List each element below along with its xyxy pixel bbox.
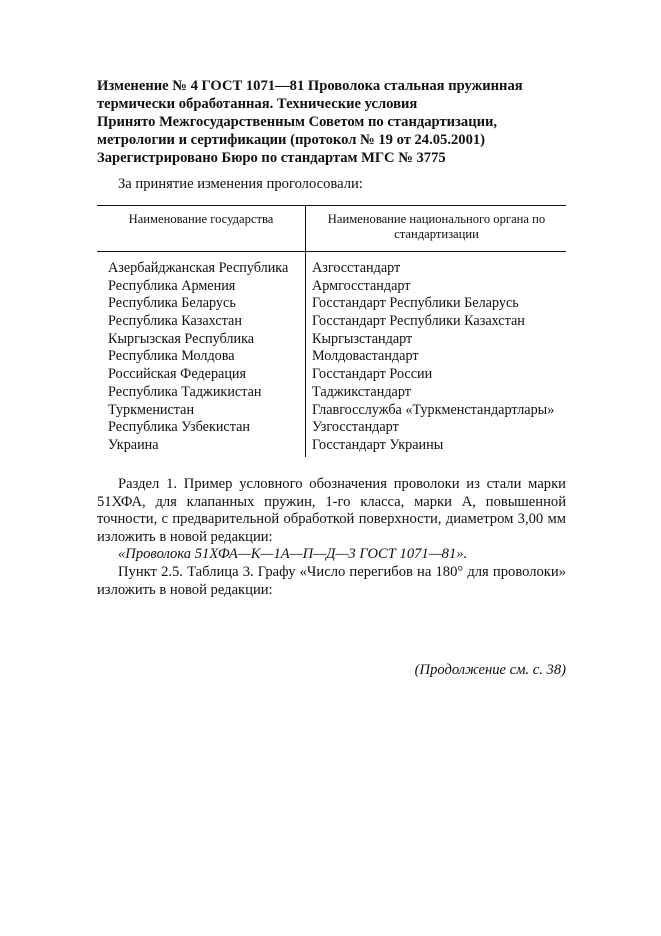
- standards-body-cell: Молдовастандарт: [312, 348, 419, 365]
- table-row: [97, 348, 566, 366]
- standards-body-cell: Таджикстандарт: [312, 383, 411, 400]
- standards-body-cell: Госстандарт Украины: [312, 436, 444, 453]
- standards-body-cell: Азгосстандарт: [312, 260, 401, 276]
- standards-body-cell: Кыргызстандарт: [312, 330, 413, 347]
- table-row: [97, 366, 566, 384]
- table-top-rule: [97, 205, 566, 206]
- designation-example: «Проволока 51ХФА—К—1А—П—Д—3 ГОСТ 1071—81».: [118, 546, 468, 562]
- table-row: [97, 295, 566, 313]
- column-header-state: Наименование государства: [128, 212, 274, 226]
- registration-note: Зарегистрировано Бюро по стандартам МГС № 3775: [97, 150, 446, 166]
- column-header-body: Наименование национального органа по стандартизации: [327, 212, 546, 241]
- table-row: [97, 437, 566, 455]
- state-name-cell: Республика Таджикистан: [108, 383, 262, 400]
- state-name-cell: Республика Беларусь: [108, 295, 236, 312]
- clause-2-5-paragraph: Пункт 2.5. Таблица 3. Графу «Число перегибов на 180° для проволоки» изложить в новой редакции:: [97, 564, 566, 598]
- state-name-cell: Туркменистан: [108, 401, 195, 418]
- standards-body-cell: Госстандарт России: [312, 366, 433, 383]
- state-name-cell: Республика Казахстан: [108, 313, 242, 330]
- state-name-cell: Кыргызская Республика: [108, 330, 255, 347]
- state-name-cell: Украина: [108, 436, 159, 453]
- table-row: [97, 384, 566, 402]
- standards-body-cell: Госстандарт Республики Беларусь: [312, 295, 519, 312]
- standards-body-cell: Главгосслужба «Туркменстандартлары»: [312, 401, 555, 418]
- state-name-cell: Республика Узбекистан: [108, 419, 250, 436]
- table-row: [97, 331, 566, 349]
- standards-body-cell: Узгосстандарт: [312, 419, 399, 436]
- state-name-cell: Республика Армения: [108, 277, 236, 294]
- state-name-cell: Российская Федерация: [108, 366, 247, 383]
- amendment-title: Изменение № 4 ГОСТ 1071—81 Проволока стальная пружинная термически обработанная. Технические условия: [97, 78, 523, 112]
- table-row: [97, 278, 566, 296]
- table-row: [97, 419, 566, 437]
- table-row: [97, 402, 566, 420]
- table-rows: [97, 260, 566, 455]
- continuation-note: (Продолжение см. с. 38): [414, 662, 566, 678]
- voting-intro: За принятие изменения проголосовали:: [118, 176, 363, 192]
- state-name-cell: Азербайджанская Республика: [108, 260, 289, 276]
- state-name-cell: Республика Молдова: [108, 348, 235, 365]
- standards-body-cell: Армгосстандарт: [312, 277, 411, 294]
- adoption-note: Принято Межгосударственным Советом по стандартизации, метрологии и сертификации (протокол № 19 от 24.05.2001): [97, 114, 498, 148]
- table-row: [97, 313, 566, 331]
- table-row: [97, 260, 566, 278]
- standards-body-cell: Госстандарт Республики Казахстан: [312, 313, 525, 330]
- table-header-rule: [97, 251, 566, 252]
- section-1-paragraph: Раздел 1. Пример условного обозначения проволоки из стали марки 51ХФА, для клапанных пружин, 1-го класса, марки А, повышенной точности, с предварительной обработкой поверхности, диаметром 3,00 мм изложить в новой редакции:: [97, 476, 566, 546]
